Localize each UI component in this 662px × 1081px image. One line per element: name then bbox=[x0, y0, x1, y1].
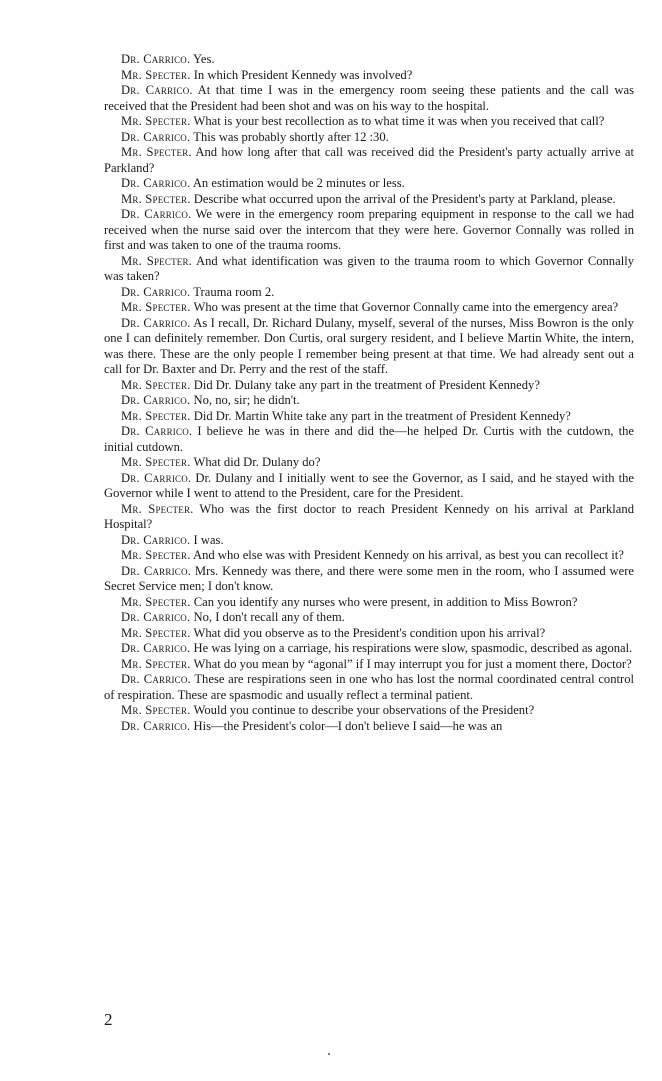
speaker-label: Dr. Carrico. bbox=[121, 641, 191, 655]
testimony-paragraph bbox=[104, 502, 634, 533]
statement-text: Yes. bbox=[193, 52, 215, 66]
testimony-paragraph bbox=[104, 564, 634, 595]
statement-text: At that time I was in the emergency room seeing these patients and the call was received that the President had been shot and was on his way to the hospital. bbox=[104, 83, 634, 113]
testimony-paragraph bbox=[104, 626, 634, 642]
testimony-paragraph bbox=[104, 393, 634, 409]
statement-text: Dr. Dulany and I initially went to see the Governor, as I said, and he stayed with the Governor while I went to attend to the President, care for the President. bbox=[104, 470, 634, 500]
speaker-label: Dr. Carrico. bbox=[121, 532, 191, 547]
testimony-body bbox=[104, 52, 634, 734]
speaker-label: Mr. Specter. bbox=[121, 114, 191, 128]
testimony-paragraph bbox=[104, 130, 634, 146]
statement-text: He was lying on a carriage, his respirations were slow, spasmodic, described as agonal. bbox=[193, 641, 633, 655]
statement-text: No, I don't recall any of them. bbox=[193, 610, 345, 624]
testimony-paragraph bbox=[104, 719, 634, 735]
statement-text: These are respirations seen in one who has lost the normal coordinated central control of respiration. These are spasmodic and usually reflect a terminal patient. bbox=[104, 672, 634, 702]
speaker-label: Dr. Carrico. bbox=[121, 718, 191, 733]
testimony-paragraph bbox=[104, 657, 634, 673]
statement-text: What did you observe as to the President's condition upon his arrival? bbox=[193, 625, 546, 640]
speaker-label: Dr. Carrico. bbox=[121, 52, 191, 66]
speaker-label: Mr. Specter. bbox=[121, 300, 191, 314]
speaker-label: Mr. Specter. bbox=[121, 67, 191, 82]
statement-text: Describe what occurred upon the arrival of the President's party at Parkland, please. bbox=[193, 191, 616, 206]
testimony-paragraph bbox=[104, 254, 634, 285]
testimony-paragraph bbox=[104, 672, 634, 703]
statement-text: What is your best recollection as to what time it was when you received that call? bbox=[193, 114, 605, 128]
speaker-label: Dr. Carrico. bbox=[121, 207, 192, 221]
statement-text: What do you mean by “agonal” if I may interrupt you for just a moment there, Doctor? bbox=[193, 656, 632, 671]
speaker-label: Dr. Carrico. bbox=[121, 315, 191, 330]
testimony-paragraph bbox=[104, 316, 634, 378]
statement-text: Trauma room 2. bbox=[193, 284, 275, 299]
testimony-paragraph bbox=[104, 471, 634, 502]
statement-text: Can you identify any nurses who were present, in addition to Miss Bowron? bbox=[193, 594, 578, 609]
statement-text: And what identification was given to the trauma room to which Governor Connally was taken? bbox=[104, 253, 634, 283]
speaker-label: Dr. Carrico. bbox=[121, 176, 191, 190]
statement-text: No, no, sir; he didn't. bbox=[193, 393, 300, 407]
speaker-label: Mr. Specter. bbox=[121, 191, 191, 206]
statement-text: An estimation would be 2 minutes or less. bbox=[192, 176, 405, 190]
speaker-label: Dr. Carrico. bbox=[121, 610, 191, 624]
statement-text: His—the President's color—I don't believe I said—he was an bbox=[193, 718, 503, 733]
statement-text: I believe he was in there and did the—he helped Dr. Curtis with the cutdown, the initial cutdown. bbox=[104, 424, 635, 454]
speaker-label: Dr. Carrico. bbox=[121, 563, 192, 578]
testimony-paragraph bbox=[104, 595, 634, 611]
speaker-label: Dr. Carrico. bbox=[121, 83, 193, 97]
statement-text: Did Dr. Martin White take any part in the treatment of President Kennedy? bbox=[193, 408, 571, 423]
testimony-paragraph bbox=[104, 378, 634, 394]
testimony-paragraph bbox=[104, 455, 634, 471]
testimony-paragraph bbox=[104, 703, 634, 719]
testimony-paragraph bbox=[104, 300, 634, 316]
testimony-paragraph bbox=[104, 114, 634, 130]
statement-text: And who else was with President Kennedy on his arrival, as best you can recollect it? bbox=[193, 548, 624, 562]
testimony-paragraph bbox=[104, 610, 634, 626]
speaker-label: Mr. Specter. bbox=[121, 455, 191, 469]
speaker-label: Mr. Specter. bbox=[121, 501, 194, 516]
testimony-paragraph bbox=[104, 533, 634, 549]
testimony-paragraph bbox=[104, 285, 634, 301]
testimony-paragraph bbox=[104, 176, 634, 192]
speaker-label: Dr. Carrico. bbox=[121, 129, 191, 144]
statement-text: Who was the first doctor to reach President Kennedy on his arrival at Parkland Hospital? bbox=[104, 501, 634, 531]
speaker-label: Mr. Specter. bbox=[121, 253, 193, 268]
speaker-label: Mr. Specter. bbox=[121, 703, 191, 717]
statement-text: We were in the emergency room preparing equipment in response to the call we had received when the nurse said over the intercom that they were here. Governor Connally was rolled in first and was taken to one of the trauma rooms. bbox=[104, 207, 634, 252]
statement-text: Who was present at the time that Governor Connally came into the emergency area? bbox=[193, 300, 619, 314]
statement-text: This was probably shortly after 12 :30. bbox=[193, 129, 389, 144]
testimony-paragraph bbox=[104, 145, 634, 176]
statement-text: Would you continue to describe your observations of the President? bbox=[193, 703, 535, 717]
statement-text: As I recall, Dr. Richard Dulany, myself, several of the nurses, Miss Bowron is the only one I can definitely remember. Don Curtis, oral surgery resident, and I believe Martin White, the intern, was there. These are the only people I remember being present at that time. We had already sent out a call for Dr. Baxter and Dr. Perry and the rest of the staff. bbox=[104, 315, 634, 376]
testimony-paragraph bbox=[104, 424, 634, 455]
print-speck bbox=[328, 1053, 330, 1055]
testimony-paragraph bbox=[104, 83, 634, 114]
statement-text: And how long after that call was received did the President's party actually arrive at Parkland? bbox=[104, 145, 634, 175]
statement-text: What did Dr. Dulany do? bbox=[193, 455, 321, 469]
speaker-label: Mr. Specter. bbox=[121, 656, 191, 671]
speaker-label: Mr. Specter. bbox=[121, 625, 191, 640]
speaker-label: Dr. Carrico. bbox=[121, 672, 191, 686]
speaker-label: Mr. Specter. bbox=[121, 145, 192, 159]
testimony-paragraph bbox=[104, 52, 634, 68]
statement-text: I was. bbox=[193, 532, 224, 547]
testimony-paragraph bbox=[104, 68, 634, 84]
speaker-label: Dr. Carrico. bbox=[121, 470, 192, 485]
testimony-paragraph bbox=[104, 548, 634, 564]
testimony-paragraph bbox=[104, 207, 634, 254]
testimony-paragraph bbox=[104, 192, 634, 208]
speaker-label: Mr. Specter. bbox=[121, 594, 191, 609]
speaker-label: Dr. Carrico. bbox=[121, 424, 193, 438]
speaker-label: Mr. Specter. bbox=[121, 408, 191, 423]
page-number: 2 bbox=[104, 1010, 113, 1029]
testimony-paragraph bbox=[104, 641, 634, 657]
speaker-label: Dr. Carrico. bbox=[121, 393, 191, 407]
speaker-label: Mr. Specter. bbox=[121, 377, 191, 392]
statement-text: In which President Kennedy was involved? bbox=[193, 67, 413, 82]
speaker-label: Mr. Specter. bbox=[121, 548, 191, 562]
testimony-paragraph bbox=[104, 409, 634, 425]
statement-text: Did Dr. Dulany take any part in the treatment of President Kennedy? bbox=[193, 377, 540, 392]
speaker-label: Dr. Carrico. bbox=[121, 284, 191, 299]
statement-text: Mrs. Kennedy was there, and there were some men in the room, who I assumed were Secret Service men; I don't know. bbox=[104, 563, 634, 593]
